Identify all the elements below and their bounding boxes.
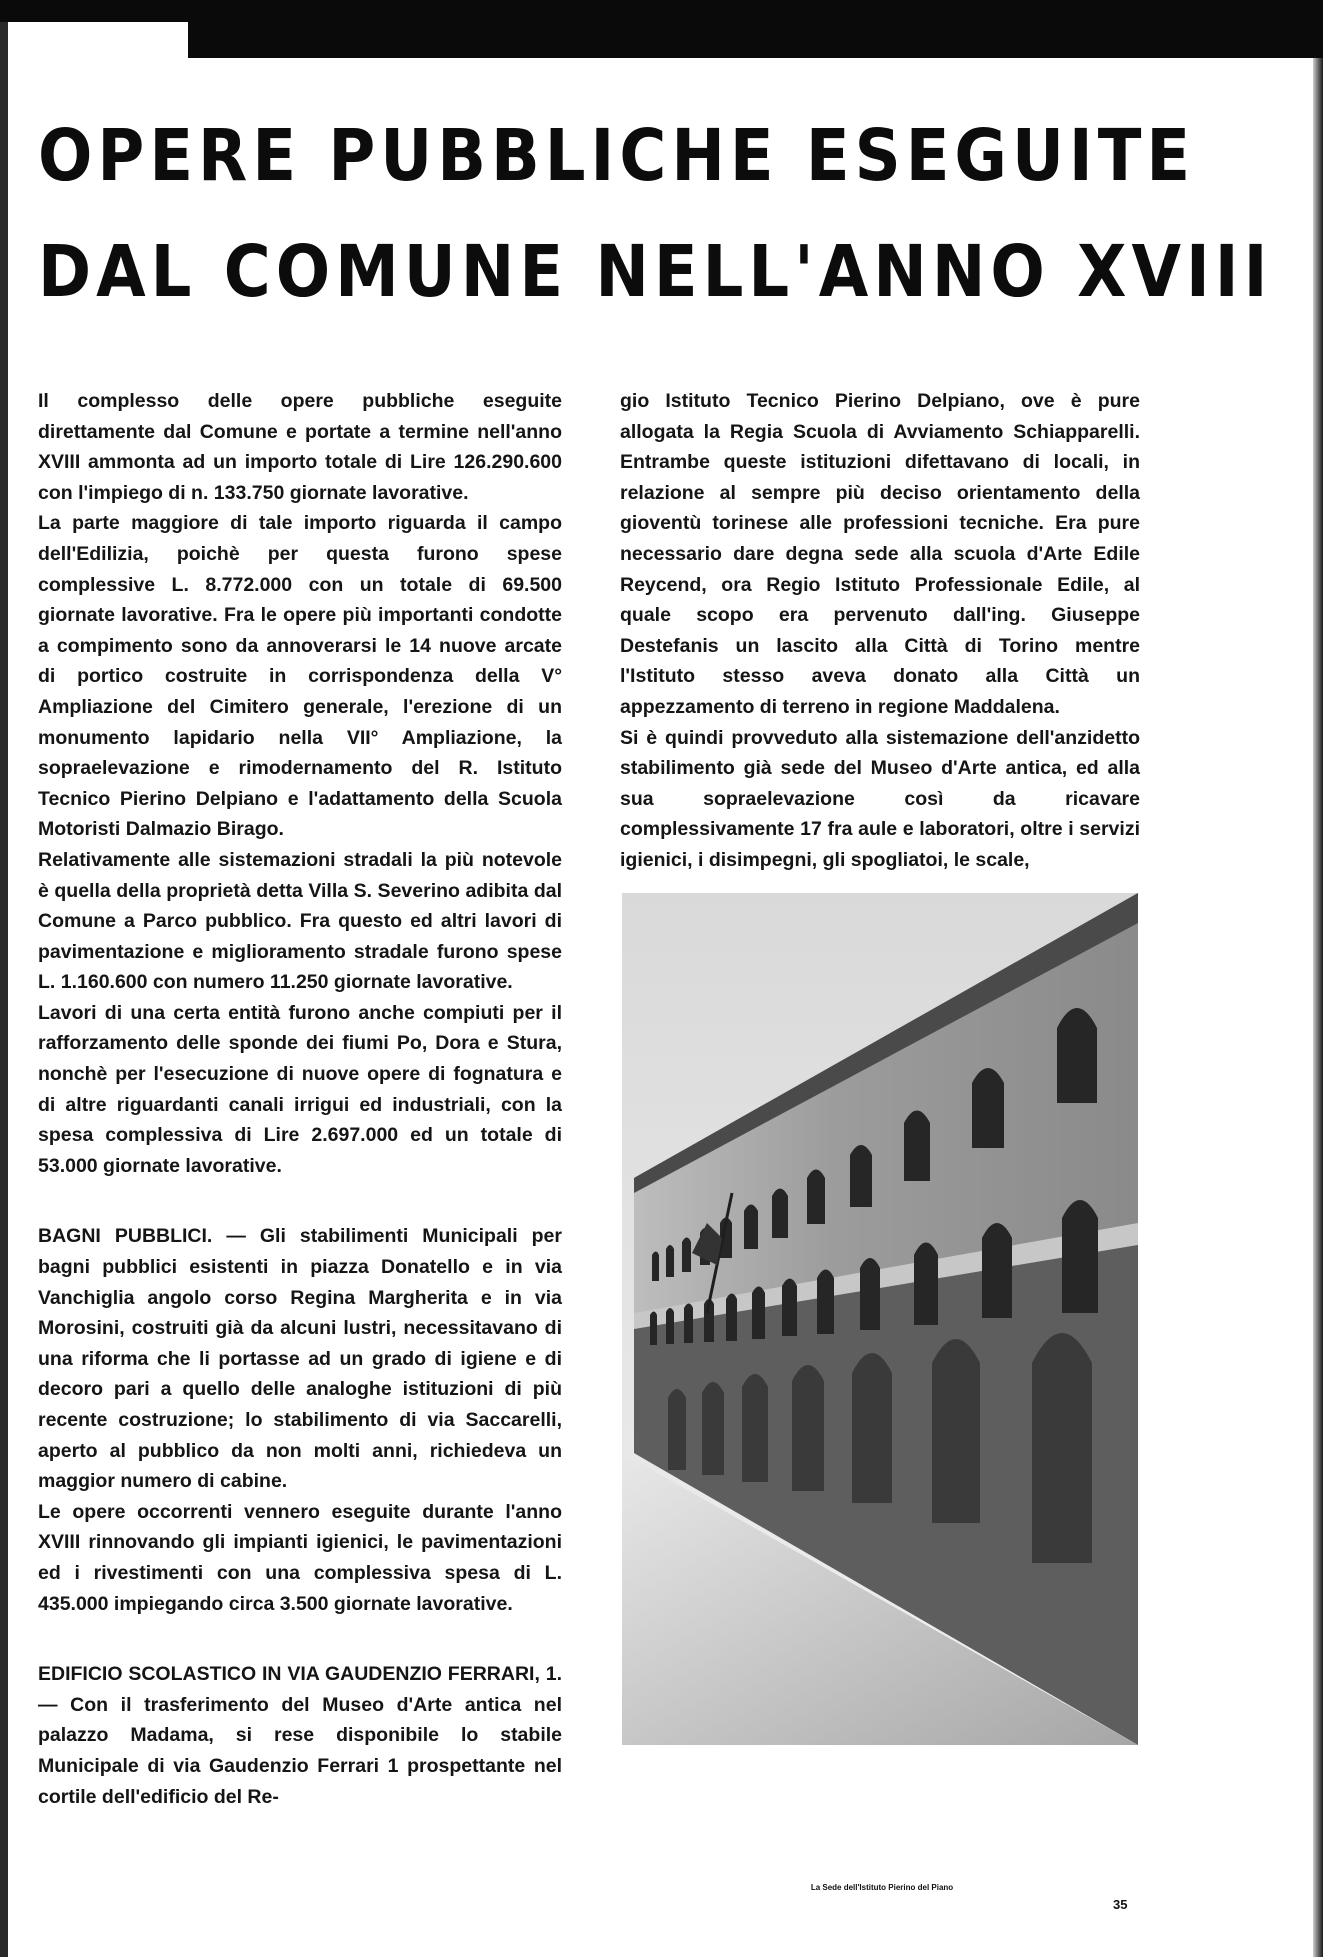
right-page-edge — [1313, 58, 1323, 1957]
title-line-1: OPERE PUBBLICHE ESEGUITE — [38, 114, 1196, 198]
article-title — [38, 98, 1273, 331]
paragraph-intro: Il complesso delle opere pubbliche eseguite direttamente dal Comune e portate a termine nell'anno XVIII ammonta ad un importo totale di Lire 126.290.600 con l'impiego di n. 133.750 giornate lavorative. — [38, 390, 562, 504]
paragraph-bagni-opere: Le opere occorrenti vennero eseguite durante l'anno XVIII rinnovando gli impianti igienici, le pavimentazioni ed i rivestimenti con una complessiva spesa di L. 435.000 impiegando circa 3.500 giornate lavorative. — [38, 1500, 562, 1615]
left-column — [38, 386, 562, 1812]
top-border-stub — [0, 0, 188, 22]
title-line-2: DAL COMUNE NELL'ANNO XVIII — [38, 231, 1273, 315]
page-number: 35 — [1113, 1897, 1128, 1912]
paragraph-bagni-pubblici: BAGNI PUBBLICI. — Gli stabilimenti Municipali per bagni pubblici esistenti in piazza Donatello e in via Vanchiglia angolo corso Regina Margherita e in via Morosini, costruiti già da alcuni lustri, necessitavano di una riforma che li portasse ad un grado di igiene e di decoro pari a quello delle analoghe istituzioni di più recente costruzione; lo stabilimento di via Saccarelli, aperto al pubblico da non molti anni, richiedeva un maggior numero di cabine. — [38, 1225, 562, 1493]
paragraph-sistemazione: Si è quindi provveduto alla sistemazione dell'anzidetto stabilimento già sede del Museo d'Arte antica, ed alla sua sopraelevazione così da ricavare complessivamente 17 fra aule e laboratori, oltre i servizi igienici, i disimpegni, gli spogliatoi, le scale, — [620, 726, 1140, 871]
building-photo-illustration — [622, 893, 1138, 1745]
top-border-bar — [188, 0, 1323, 58]
paragraph-fiumi: Lavori di una certa entità furono anche compiuti per il rafforzamento delle sponde dei fiumi Po, Dora e Stura, nonchè per l'esecuzione di nuove opere di fognatura e di altre riguardanti canali irrigui ed industriali, con la spesa complessiva di Lire 2.697.000 ed un totale di 53.000 giornate lavorative. — [38, 1001, 562, 1177]
paragraph-istituto: gio Istituto Tecnico Pierino Delpiano, ove è pure allogata la Regia Scuola di Avviamento Schiapparelli. Entrambe queste istituzioni difettavano di locali, in relazione al sempre più deciso orientamento della gioventù torinese alle professioni tecniche. Era pure necessario dare degna sede alla scuola d'Arte Edile Reycend, ora Regio Istituto Professionale Edile, al quale scopo era pervenuto dall'ing. Giuseppe Destefanis un lascito alla Città di Torino mentre l'Istituto stesso aveva donato alla Città un appezzamento di terreno in regione Maddalena. — [620, 390, 1140, 718]
photo-caption: La Sede dell'Istituto Pierino del Piano — [810, 1883, 954, 1892]
building-photo — [622, 893, 1138, 1745]
left-page-edge — [0, 22, 8, 1957]
right-column — [620, 386, 1140, 876]
paragraph-edificio-scolastico: EDIFICIO SCOLASTICO IN VIA GAUDENZIO FERRARI, 1. — Con il trasferimento del Museo d'Arte antica nel palazzo Madama, si rese disponibile lo stabile Municipale di via Gaudenzio Ferrari 1 prospettante nel cortile dell'edificio del Re- — [38, 1663, 562, 1808]
paragraph-edilizia: La parte maggiore di tale importo riguarda il campo dell'Edilizia, poichè per questa furono spese complessive L. 8.772.000 con un totale di 69.500 giornate lavorative. Fra le opere più importanti condotte a compimento sono da annoverarsi le 14 nuove arcate di portico costruite in corrispondenza della V° Ampliazione del Cimitero generale, l'erezione di un monumento lapidario nella VII° Ampliazione, la sopraelevazione e rimodernamento del R. Istituto Tecnico Pierino Delpiano e l'adattamento della Scuola Motoristi Dalmazio Birago. — [38, 512, 562, 841]
paragraph-strade: Relativamente alle sistemazioni stradali la più notevole è quella della proprietà detta Villa S. Severino adibita dal Comune a Parco pubblico. Fra questo ed altri lavori di pavimentazione e miglioramento stradale furono spese L. 1.160.600 con numero 11.250 giornate lavorative. — [38, 848, 562, 994]
